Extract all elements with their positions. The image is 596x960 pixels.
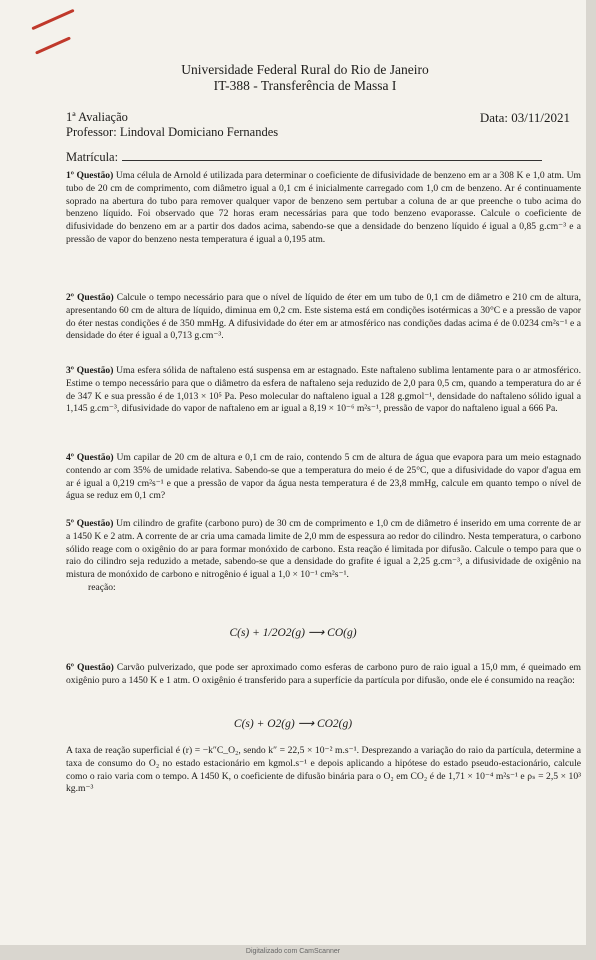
question-text: A taxa de reação superficial é (r) = −k″C_O₂, sendo k″ = 22,5 × 10⁻² m.s⁻¹. Desprezando a variação do raio da partícula, determine a taxa de consumo do O₂ no estado estacionário em kgmol.s⁻¹ e depois aplicando a hipótese do estado pseudo-estacionário, calcule como o raio varia com o tempo. A 1450 K, o coeficiente de difusão binária para o O₂ em CO₂ é de 1,71 × 10⁻⁴ m²s⁻¹ e ρₛ = 2,5 × 10³ kg.m⁻³ <box>66 745 581 795</box>
question-label: 4º Questão) <box>66 452 114 463</box>
red-pen-stroke <box>35 36 71 54</box>
reaction-equation-2: C(s) + O2(g) ⟶ CO2(g) <box>233 718 353 730</box>
question-text: Um capilar de 20 cm de altura e 0,1 cm de raio, contendo 5 cm de altura de água que evapora para um meio estagnado contendo ar com 35% de umidade relativa. Sabendo-se que a temperatura do meio é de 25°C, que a difusividade do vapor d'agua em ar é igual a 0,219 cm²s⁻¹ e que a pressão de vapor da água nesta temperatura é de 23,8 mmHg, calcule em quanto tempo o nível de água se reduz em 0,1 cm? <box>66 452 582 502</box>
reaction-equation-1: C(s) + 1/2O2(g) ⟶ CO(g) <box>229 627 357 639</box>
question-text: Uma célula de Arnold é utilizada para determinar o coeficiente de difusividade de benzeno em ar a 308 K e 1,0 atm. Um tubo de 20 cm de comprimento, com diâmetro igual a 0,1 cm é inicialmente carregado com 1,0 cm de benzeno. Ar é continuamente soprado na abertura do tubo para remover qualquer vapor de benzeno sem pertubar a coluna de ar que preenche o tubo acima do benzeno líquido. Foi observado que 72 horas eram necessárias para que todo benzeno evaporasse. Calcule o coeficiente de difusividade do benzeno em ar a partir dos dados acima, sabendo-se que a densidade do benzeno líquido é igual a 0,85 g.cm⁻³ e a pressão de vapor do benzeno nesta temperatura é igual a 0,195 atm. <box>66 170 581 245</box>
university-name: Universidade Federal Rural do Rio de Janeiro <box>181 62 429 77</box>
question-6 <box>66 662 581 688</box>
question-3 <box>66 365 581 416</box>
document-header <box>60 62 550 94</box>
scanner-watermark: Digitalizado com CamScanner <box>245 948 341 955</box>
question-label: 5º Questão) <box>66 518 114 529</box>
red-pen-stroke <box>31 9 74 30</box>
question-tail: reação: <box>88 581 116 593</box>
question-1 <box>66 170 581 247</box>
question-2 <box>66 292 581 343</box>
question-text: Carvão pulverizado, que pode ser aproximado como esferas de carbono puro de raio igual a 15,0 mm, é queimado em oxigênio puro a 1450 K e 1 atm. O oxigênio é transferido para a superfície da partícula por difusão, onde ele é consumido na reação: <box>66 662 581 686</box>
matricula-blank-line <box>122 150 542 161</box>
question-text: Calcule o tempo necessário para que o nível de líquido de éter em um tubo de 0,1 cm de diâmetro e 210 cm de altura, apresentando 60 cm de altura de líquido, diminua em 0,2 cm. Este sistema está em condições isotérmicas a 30°C e a pressão de vapor do éter nestas condições é de 350 mmHg. A difusividade do éter em ar atmosférico nas condições dadas acima é de 0.0234 cm²s⁻¹ e a densidade do éter é igual a 0,713 g.cm⁻³. <box>66 292 581 342</box>
question-text: Uma esfera sólida de naftaleno está suspensa em ar estagnado. Este naftaleno sublima lentamente para o ar atmosférico. Estime o tempo necessário para que o diâmetro da esfera de naftaleno seja reduzido de 2,0 para 0,5 cm, quando a temperatura do ar é de 347 K e sua pressão é de 1,013 × 10⁵ Pa. Peso molecular do naftaleno igual a 128 g.gmol⁻¹, densidade do naftaleno sólido igual a 1,145 g.cm⁻³, difusividade do vapor de naftaleno em ar igual a 8,19 × 10⁻⁶ m²s⁻¹, pressão de vapor do naftaleno igual a 666 Pa. <box>66 365 581 415</box>
course-title: IT-388 - Transferência de Massa I <box>213 78 397 93</box>
question-4 <box>66 452 581 503</box>
question-label: 2º Questão) <box>66 292 114 303</box>
matricula-row <box>66 150 582 165</box>
question-label: 3º Questão) <box>66 365 114 376</box>
professor-line: Professor: Lindoval Domiciano Fernandes <box>66 125 279 139</box>
question-text: Um cilindro de grafite (carbono puro) de 30 cm de comprimento e 1,0 cm de diâmetro é inserido em uma corrente de ar a 1450 K e 2 atm. A corrente de ar cria uma camada limite de 2,0 mm de espessura ao redor do cilindro. Nesta temperatura, o carbono sólido reage com o oxigênio do ar para formar monóxido de carbono. Esta reação é limitada por difusão. Calcule o tempo para que o raio do cilindro seja reduzido a metade, sabendo-se que a densidade do grafite é igual a 2,25 g.cm⁻³, a difusividade de oxigênio na mistura de monóxido de carbono e nitrogênio é igual a 1,0 × 10⁻¹ cm²s⁻¹. <box>66 518 581 581</box>
evaluation-row <box>66 110 582 125</box>
question-6-continuation <box>66 745 581 796</box>
question-label: 6º Questão) <box>66 662 114 673</box>
question-label: 1º Questão) <box>66 170 114 181</box>
evaluation-label: 1ª Avaliação <box>66 110 128 124</box>
matricula-label: Matrícula: <box>66 150 119 164</box>
question-5 <box>66 518 581 595</box>
exam-date: Data: 03/11/2021 <box>479 110 570 125</box>
